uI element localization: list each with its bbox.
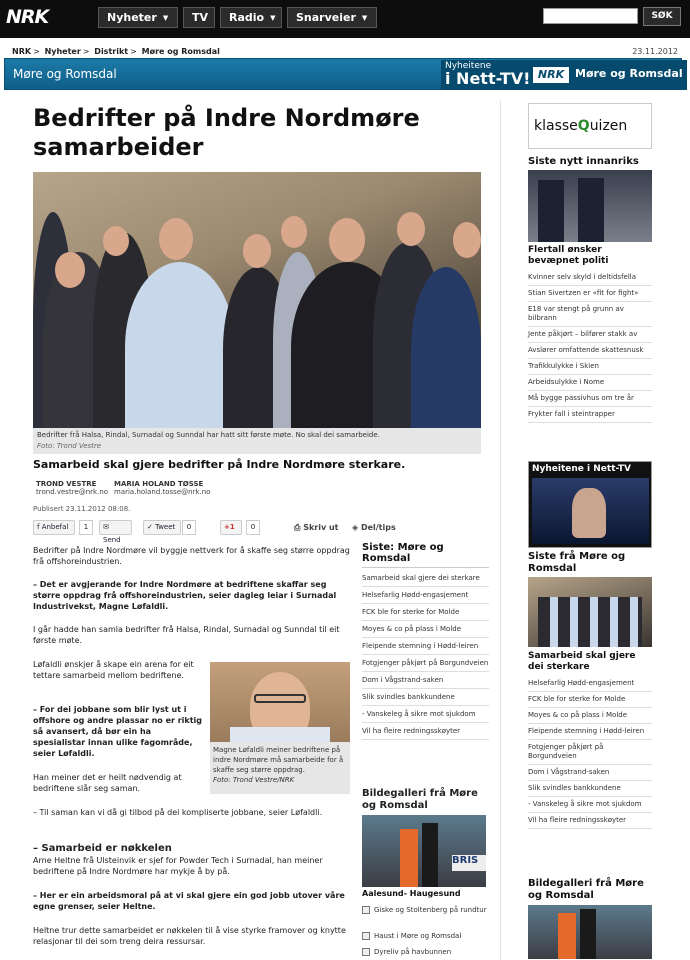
list-item[interactable]: Moyes & co på plass i Molde xyxy=(362,621,489,638)
gallery-icon xyxy=(362,932,370,940)
send-button[interactable] xyxy=(99,520,132,544)
gallery-icon xyxy=(362,906,370,914)
region-title[interactable]: Møre og Romsdal xyxy=(13,67,117,81)
glasses-shape xyxy=(254,694,306,703)
person-face xyxy=(243,234,271,268)
top-navigation-bar xyxy=(0,0,690,38)
player-figure xyxy=(400,829,418,887)
gallery-item-label: Dyreliv på havbunnen xyxy=(374,948,452,956)
gallery-item[interactable] xyxy=(362,905,489,915)
police-photo[interactable] xyxy=(528,170,652,242)
inset-photo[interactable] xyxy=(210,662,350,742)
person-face xyxy=(281,216,307,248)
anchor-figure xyxy=(572,488,606,538)
list-item[interactable]: Fotgjenger påkjørt på Borgundveien xyxy=(362,655,489,672)
breadcrumb-separator: > xyxy=(33,47,40,56)
list-item[interactable]: - Vanskeleg å sikre mot sjukdom xyxy=(362,706,489,723)
quiz-text-part: klasse xyxy=(534,118,578,134)
list-item[interactable]: Avslører omfattende skattesnusk xyxy=(528,343,652,359)
breadcrumb-separator: > xyxy=(130,47,137,56)
author-email[interactable]: maria.holand.tosse@nrk.no xyxy=(114,488,211,496)
facebook-label: Anbefal xyxy=(41,523,69,531)
list-item[interactable]: FCK ble for sterke for Molde xyxy=(362,604,489,621)
send-label: Send xyxy=(103,536,121,544)
player-figure xyxy=(558,913,576,959)
breadcrumb-separator: > xyxy=(82,47,90,56)
column-divider xyxy=(500,100,501,960)
klassequizen-banner[interactable] xyxy=(528,103,652,149)
nav-label: Snarveier xyxy=(296,11,356,24)
paragraph: Heltne trur dette samarbeidet er nøkkelen til å vise styrke framover og knytte relasjonar til dei som treng deira ressursar. xyxy=(33,926,346,946)
inset-caption-text: Magne Løfaldli meiner bedriftene på indre Nordmøre må samarbeide for å skaffe seg større oppdrag. xyxy=(213,746,344,774)
list-item[interactable]: Trafikkulykke i Skien xyxy=(528,359,652,375)
gallery-title[interactable]: Aalesund- Haugesund xyxy=(362,889,461,898)
person-face xyxy=(329,218,365,262)
list-item[interactable]: Slik svindles bankkundene xyxy=(528,781,652,797)
nav-snarveier[interactable] xyxy=(287,7,377,28)
person-face xyxy=(159,218,193,260)
list-item[interactable]: Må bygge passivhus om tre år xyxy=(528,391,652,407)
list-item[interactable]: - Vanskeleg å sikre mot sjukdom xyxy=(528,797,652,813)
search-button[interactable]: SØK xyxy=(643,7,681,26)
list-item[interactable]: Kvinner selv skyld i deltidsfella xyxy=(528,270,652,286)
region-banner xyxy=(4,58,682,90)
gallery-item-label: Haust i Møre og Romsdal xyxy=(374,932,462,940)
list-item[interactable]: Vil ha fleire redningsskøyter xyxy=(528,813,652,829)
tweet-count: 0 xyxy=(182,520,196,535)
nett-tv-banner[interactable] xyxy=(441,60,687,90)
list-item[interactable]: Vil ha fleire redningsskøyter xyxy=(362,723,489,740)
article-ingress: Samarbeid skal gjere bedrifter på Indre Nordmøre sterkare. xyxy=(33,458,406,471)
page-date: 23.11.2012 xyxy=(632,47,678,56)
tweet-label: Tweet xyxy=(155,523,176,531)
quiz-text-end: uizen xyxy=(589,118,628,134)
list-item[interactable]: Helsefarlig Hødd-engasjement xyxy=(362,587,489,604)
gallery-photo[interactable] xyxy=(362,815,486,887)
paragraph-quote: – Her er ein arbeidsmoral på at vi skal gjere ein god jobb utover våre egne grenser, seier Heltne. xyxy=(33,891,345,911)
nett-tv-small-text: Nyheitene xyxy=(445,61,492,71)
facebook-count: 1 xyxy=(79,520,93,535)
author-1[interactable] xyxy=(36,480,108,496)
latest-region-column xyxy=(362,542,489,740)
nett-tv-big-text: i Nett-TV! xyxy=(445,69,531,88)
inset-credit: Foto: Trond Vestre/NRK xyxy=(213,776,295,784)
police-officer-figure xyxy=(578,178,604,242)
paragraph: Arne Heltne frå Ulsteinvik er sjef for Powder Tech i Surnadal, han meiner bedriftene på Indre Nordmøre har mykje å by på. xyxy=(33,856,323,876)
list-item[interactable]: E18 var stengt på grunn av bilbrann xyxy=(528,302,652,327)
author-email[interactable]: trond.vestre@nrk.no xyxy=(36,488,109,496)
list-item[interactable]: Frykter fall i steintrapper xyxy=(528,407,652,423)
breadcrumb-distrikt[interactable]: Distrikt xyxy=(94,47,129,56)
share-icon: ◈ xyxy=(352,523,361,532)
paragraph: Bedrifter på Indre Nordmøre vil byggje nettverk for å skaffe seg større oppdrag frå offshoreindustrien. xyxy=(33,546,350,566)
person-figure xyxy=(411,267,481,428)
person-face xyxy=(55,252,85,288)
author-name: MARIA HOLAND TØSSE xyxy=(114,480,204,488)
person-face xyxy=(103,226,129,256)
list-item[interactable]: Fotgjenger påkjørt på Borgundveien xyxy=(528,740,652,765)
region-story-photo[interactable] xyxy=(528,577,652,647)
list-item[interactable]: Samarbeid skal gjere dei sterkare xyxy=(362,570,489,587)
published-date: Publisert 23.11.2012 08:08. xyxy=(33,505,131,513)
gallery-icon xyxy=(362,948,370,956)
sponsor-board: BRIS xyxy=(452,855,486,871)
player-figure xyxy=(580,909,596,959)
nav-label: TV xyxy=(192,11,209,24)
list-item[interactable]: Fleipende stemning i Hødd-leiren xyxy=(528,724,652,740)
paragraph: I går hadde han samla bedrifter frå Halsa, Rindal, Surnadal og Sunndal til eit første møte. xyxy=(33,625,340,645)
domestic-news-list xyxy=(528,270,652,423)
facebook-icon: f xyxy=(37,523,42,531)
list-item[interactable]: FCK ble for sterke for Molde xyxy=(528,692,652,708)
paragraph: Han meiner det er heilt nødvendig at bedriftene slår seg saman. xyxy=(33,773,182,793)
nav-radio[interactable] xyxy=(220,7,282,28)
paragraph-quote: – For dei jobbane som blir lyst ut i offshore og andre plassar no er riktig så avansert, då bør ein ha spesialistar innan ulike fagområde, seier Løfaldli. xyxy=(33,705,203,758)
facebook-recommend-button[interactable] xyxy=(33,520,75,535)
send-icon: ✉ xyxy=(103,523,109,531)
police-officer-figure xyxy=(538,180,564,242)
latest-region-list xyxy=(362,570,489,740)
chevron-down-icon: ▼ xyxy=(270,14,276,22)
gallery-heading[interactable]: Bildegalleri frå Møre og Romsdal xyxy=(362,788,478,811)
person-face xyxy=(453,222,481,258)
nav-label: Radio xyxy=(229,11,265,24)
caption-credit: Foto: Trond Vestre xyxy=(37,442,102,450)
google-plus-count: 0 xyxy=(246,520,260,535)
list-item[interactable]: Stian Sivertzen er «fit for fight» xyxy=(528,286,652,302)
tv-video-thumbnail[interactable] xyxy=(532,478,649,544)
nav-tv[interactable] xyxy=(183,7,215,28)
twitter-icon: ✓ xyxy=(147,523,156,531)
domestic-top-story[interactable]: Flertall ønsker bevæpnet politi xyxy=(528,245,609,266)
breadcrumb-nrk[interactable]: NRK xyxy=(12,47,32,56)
quiz-logo xyxy=(534,118,627,134)
article-headline: Bedrifter på Indre Nordmøre samarbeider xyxy=(33,104,420,161)
domestic-news-heading[interactable]: Siste nytt innanriks xyxy=(528,156,639,167)
paragraph: – Til saman kan vi då gi tilbod på dei kompliserte jobbane, seier Løfaldli. xyxy=(33,808,323,817)
region-latest-list xyxy=(528,676,652,829)
latest-region-heading[interactable]: Siste: Møre og Romsdal xyxy=(362,542,489,568)
paragraph: Løfaldli ønskjer å skape ein arena for eit tettare samarbeid mellom bedriftene. xyxy=(33,660,194,680)
right-gallery-heading[interactable]: Bildegalleri frå Møre og Romsdal xyxy=(528,878,644,901)
gallery-item-label: Giske og Stoltenberg på rundtur xyxy=(374,906,487,914)
list-item[interactable]: Fleipende stemning i Hødd-leiren xyxy=(362,638,489,655)
print-label: Skriv ut xyxy=(303,523,339,532)
gallery-item[interactable] xyxy=(362,947,489,957)
person-face xyxy=(397,212,425,246)
main-article-photo[interactable] xyxy=(33,172,481,428)
gallery-item[interactable] xyxy=(362,931,489,941)
nett-tv-heading: Nyheitene i Nett-TV xyxy=(532,464,632,474)
nrk-logo[interactable]: NRK xyxy=(6,6,49,28)
list-item[interactable]: Arbeidsulykke i Nome xyxy=(528,375,652,391)
list-item[interactable]: Helsefarlig Hødd-engasjement xyxy=(528,676,652,692)
list-item[interactable]: Dom i Vågstrand-saken xyxy=(528,765,652,781)
group-figures xyxy=(538,597,642,647)
right-gallery-photo[interactable] xyxy=(528,905,652,959)
region-latest-heading[interactable]: Siste frå Møre og Romsdal xyxy=(528,551,626,574)
nett-tv-widget[interactable] xyxy=(528,461,652,548)
paragraph-quote: – Det er avgjerande for Indre Nordmøre at bedriftene skaffar seg større oppdrag frå offshoreindustrien, seier dagleg leiar i Surnadal Industrivekst, Magne Løfaldli. xyxy=(33,580,337,611)
author-2[interactable] xyxy=(114,480,210,496)
nav-nyheter[interactable] xyxy=(98,7,178,28)
google-plus-button[interactable]: +1 xyxy=(220,520,242,535)
tweet-button[interactable] xyxy=(143,520,181,535)
chevron-down-icon: ▼ xyxy=(162,14,169,22)
quiz-q-letter: Q xyxy=(577,118,590,134)
search-input[interactable] xyxy=(543,8,638,24)
author-name: TROND VESTRE xyxy=(36,480,97,488)
caption-text: Bedrifter frå Halsa, Rindal, Surnadal og Sunndal har hatt sitt første møte. No skal dei samarbeide. xyxy=(37,431,380,439)
inset-caption xyxy=(210,742,350,794)
nrk-badge-logo: NRK xyxy=(533,67,569,83)
list-item[interactable]: Dom i Vågstrand-saken xyxy=(362,672,489,689)
article-subheading: – Samarbeid er nøkkelen xyxy=(33,843,172,854)
chevron-down-icon: ▼ xyxy=(361,14,368,22)
photo-caption xyxy=(33,428,481,454)
player-figure xyxy=(422,823,438,887)
nett-tv-region: Møre og Romsdal xyxy=(575,67,683,80)
breadcrumb xyxy=(12,47,220,56)
region-top-story[interactable]: Samarbeid skal gjere dei sterkare xyxy=(528,651,636,672)
breadcrumb-region[interactable]: Møre og Romsdal xyxy=(141,47,220,56)
nav-label: Nyheter xyxy=(107,11,157,24)
print-link[interactable] xyxy=(294,523,338,533)
shirt-shape xyxy=(230,727,330,742)
person-figure xyxy=(125,262,235,428)
printer-icon: ⎙ xyxy=(294,523,304,532)
list-item[interactable]: Slik svindles bankkundene xyxy=(362,689,489,706)
list-item[interactable]: Moyes & co på plass i Molde xyxy=(528,708,652,724)
breadcrumb-nyheter[interactable]: Nyheter xyxy=(44,47,81,56)
share-tips-link[interactable] xyxy=(352,523,396,532)
list-item[interactable]: Jente påkjørt – bilfører stakk av xyxy=(528,327,652,343)
share-label: Del/tips xyxy=(360,523,396,532)
